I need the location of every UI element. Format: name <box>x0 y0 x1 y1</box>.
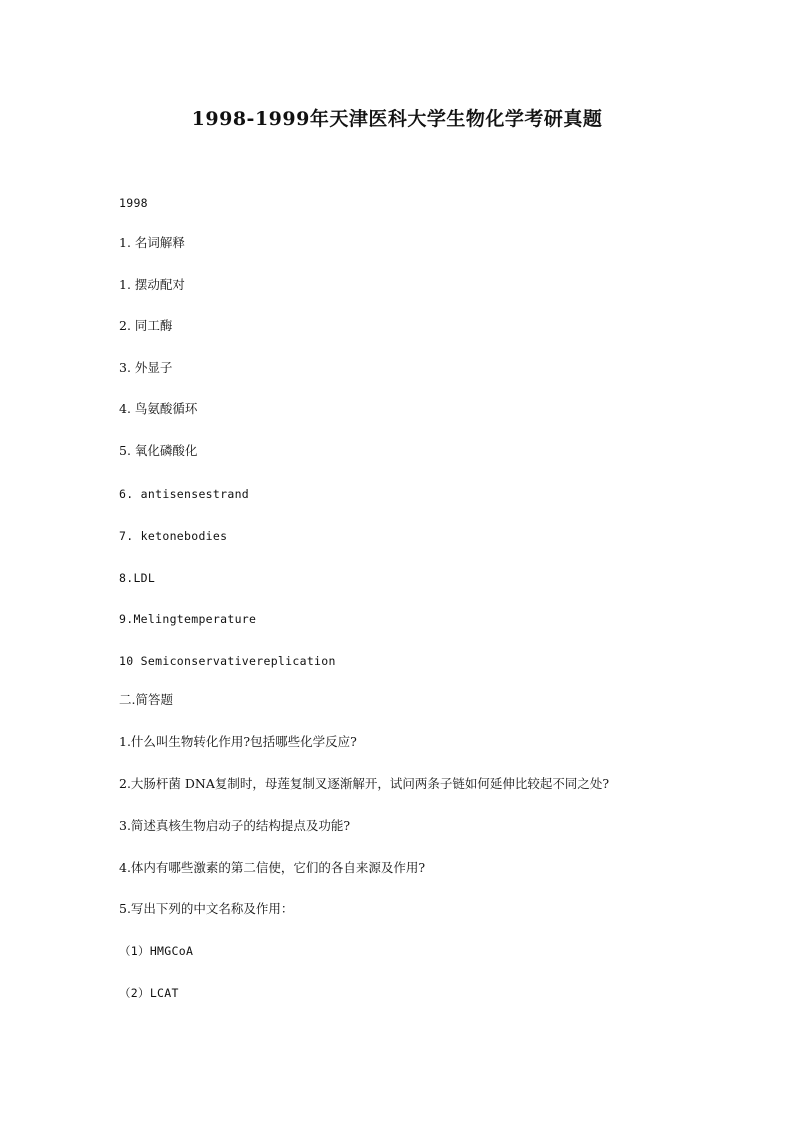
question-item: 4.体内有哪些激素的第二信使，它们的各自来源及作用? <box>119 860 426 875</box>
section-heading-short-answer: 二.简答题 <box>119 692 173 707</box>
question-subitem: （2）LCAT <box>119 986 179 1000</box>
term-item: 10 Semiconservativereplication <box>119 654 336 668</box>
term-item: 5. 氧化磷酸化 <box>119 443 198 458</box>
term-item: 4. 鸟氨酸循环 <box>119 401 198 416</box>
term-item: 8.LDL <box>119 571 156 585</box>
term-item: 3. 外显子 <box>119 360 173 375</box>
question-item: 2.大肠杆菌 DNA复制时，母莲复制叉逐渐解开，试问两条子链如何延伸比较起不同之处? <box>119 776 610 791</box>
question-item: 5.写出下列的中文名称及作用： <box>119 901 294 916</box>
document-title: 1998-1999年天津医科大学生物化学考研真题 <box>191 108 603 130</box>
question-subitem: （1）HMGCoA <box>119 944 194 958</box>
term-item: 6. antisensestrand <box>119 487 250 501</box>
question-item: 3.简述真核生物启动子的结构提点及功能? <box>119 818 351 833</box>
section-heading-terms: 1. 名词解释 <box>119 235 185 250</box>
question-item: 1.什么叫生物转化作用?包括哪些化学反应? <box>119 734 357 749</box>
term-item: 9.Melingtemperature <box>119 612 257 626</box>
term-item: 7. ketonebodies <box>119 529 228 543</box>
term-item: 2. 同工酶 <box>119 318 173 333</box>
term-item: 1. 摆动配对 <box>119 277 185 292</box>
year-label: 1998 <box>119 196 148 210</box>
